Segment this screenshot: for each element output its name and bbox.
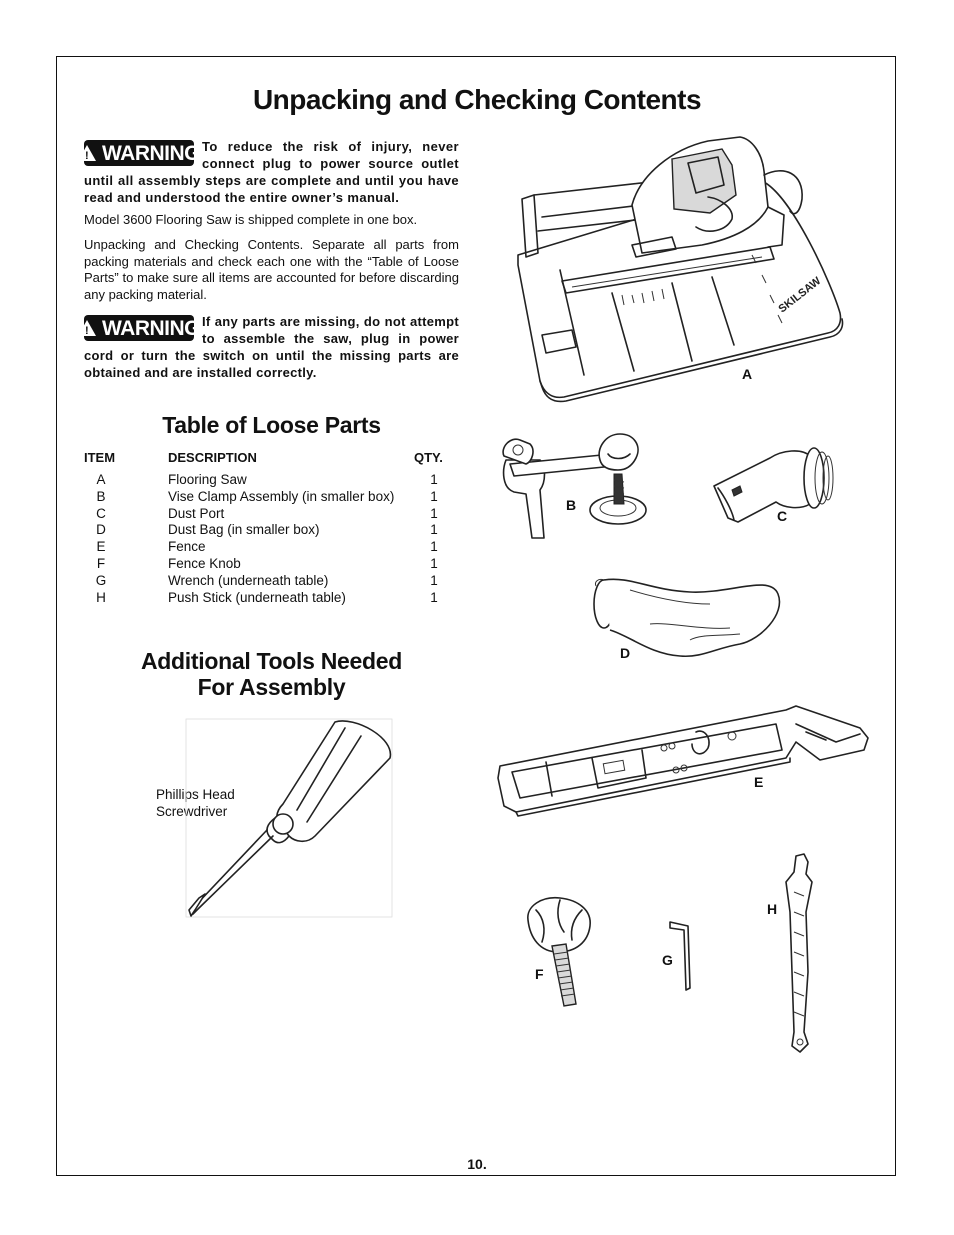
warning-block-1: [84, 138, 459, 206]
warning-text: To reduce the risk of injury, never connect plug to power source outlet until all assembly steps are complete and until you have read and understood the entire owner’s manual.: [84, 139, 459, 205]
screwdriver-label: Phillips Head Screwdriver: [156, 787, 235, 819]
label-f: F: [535, 966, 544, 982]
vise-clamp-illustration: [496, 430, 656, 542]
label-g: G: [662, 952, 673, 968]
header-item: ITEM: [84, 450, 116, 465]
table-row: H Push Stick (underneath table) 1: [96, 589, 438, 605]
flooring-saw-illustration: [512, 135, 844, 403]
fence-illustration: [496, 702, 872, 820]
table-row: F Fence Knob 1: [96, 555, 438, 571]
warning-triangle-icon: !: [78, 145, 96, 161]
parts-table-title: Table of Loose Parts: [162, 412, 381, 438]
dust-port-illustration: [710, 440, 834, 524]
table-row: E Fence 1: [96, 539, 438, 555]
page-number: 10.: [467, 1156, 487, 1172]
parts-table: [84, 450, 454, 606]
table-row: B Vise Clamp Assembly (in smaller box) 1: [96, 488, 438, 504]
warning-badge: ! WARNING: [84, 315, 194, 341]
warning-triangle-icon: !: [78, 320, 96, 336]
table-row: C Dust Port 1: [96, 505, 438, 521]
label-h: H: [767, 901, 778, 917]
label-e: E: [754, 774, 764, 790]
push-stick-illustration: [782, 852, 822, 1054]
header-description: DESCRIPTION: [168, 450, 257, 465]
table-row: G Wrench (underneath table) 1: [95, 572, 438, 588]
instructions-paragraph: Unpacking and Checking Contents. Separate all parts from packing materials and check each one with the “Table of Loose Parts” to make sure all items are accounted for before discarding any packing material.: [84, 237, 459, 302]
warning-badge: ! WARNING: [84, 140, 194, 166]
table-row: D Dust Bag (in smaller box) 1: [96, 522, 438, 538]
table-row: A Flooring Saw 1: [96, 472, 438, 487]
phillips-screwdriver-illustration: [185, 718, 395, 920]
label-d: D: [620, 645, 631, 661]
label-b: B: [566, 497, 577, 513]
label-c: C: [777, 508, 788, 524]
table-header-row: [84, 450, 454, 472]
warning-block-2: [84, 313, 459, 381]
header-qty: QTY.: [414, 450, 443, 465]
page-title: Unpacking and Checking Contents: [252, 84, 702, 115]
warning-text: If any parts are missing, do not attempt to assemble the saw, plug in power cord or turn the switch on until the missing parts are obtained and are installed correctly.: [84, 314, 459, 380]
model-line: Model 3600 Flooring Saw is shipped complete in one box.: [84, 212, 418, 227]
tools-title: Additional Tools Needed For Assembly: [140, 648, 402, 700]
label-a: A: [742, 366, 753, 382]
svg-text:SKILSAW: SKILSAW: [776, 275, 824, 316]
fence-knob-illustration: [522, 896, 596, 1008]
